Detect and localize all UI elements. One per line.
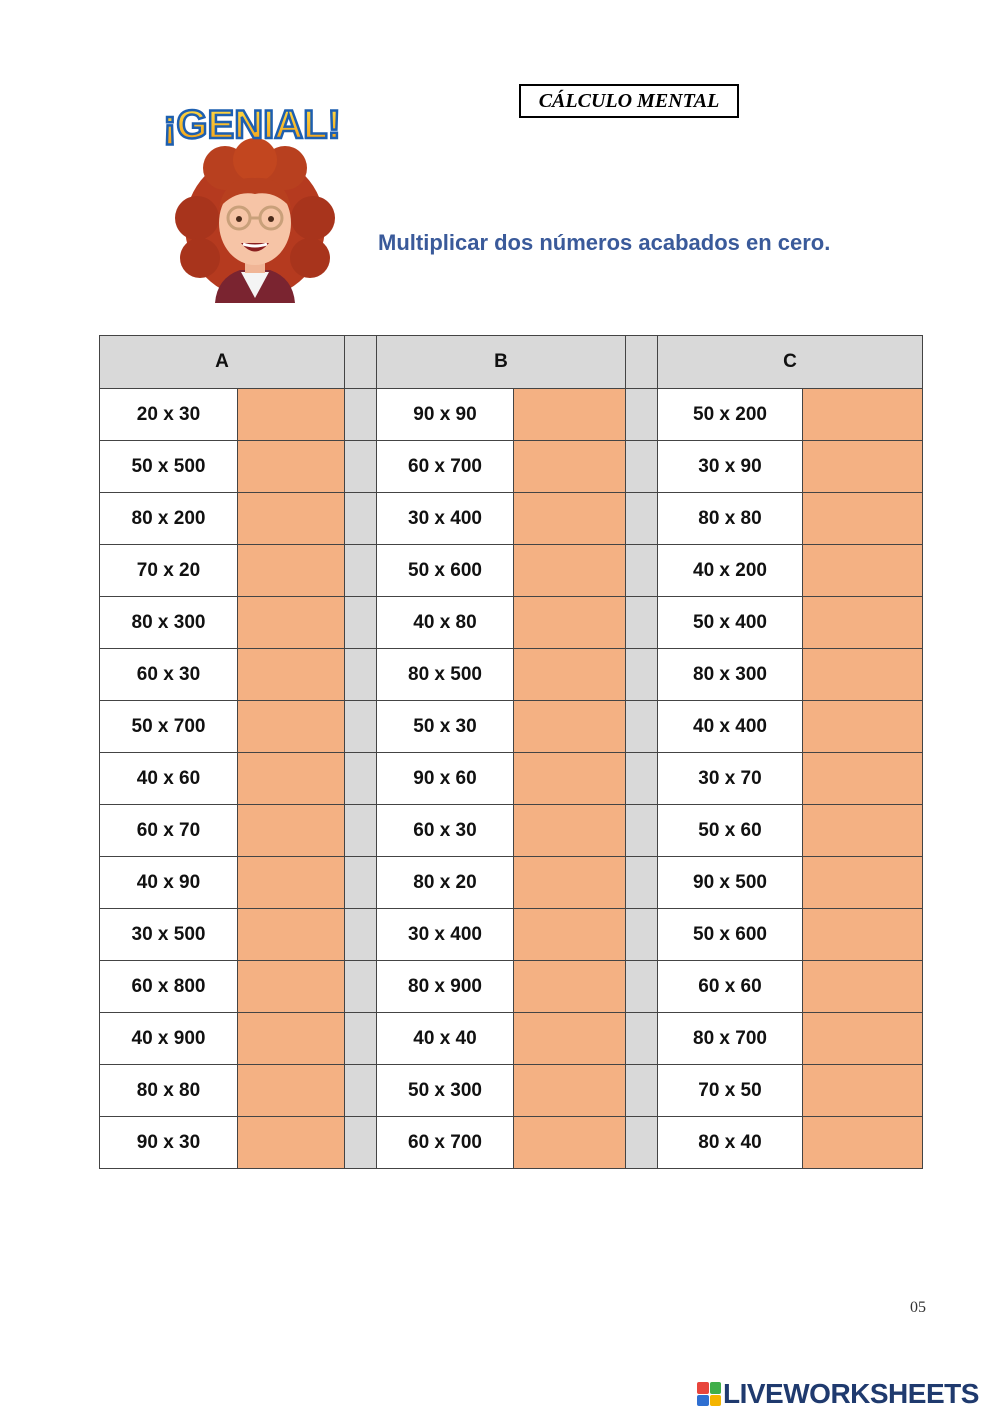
table-row — [100, 961, 923, 1013]
answer-field[interactable] — [803, 1117, 923, 1169]
exercise-table — [99, 335, 923, 1169]
problem-cell: 50 x 300 — [377, 1065, 514, 1117]
table-row — [100, 701, 923, 753]
answer-field[interactable] — [803, 701, 923, 753]
column-separator — [345, 493, 377, 545]
answer-field[interactable] — [514, 805, 626, 857]
column-separator — [345, 701, 377, 753]
table-row — [100, 909, 923, 961]
problem-cell: 90 x 60 — [377, 753, 514, 805]
answer-field[interactable] — [238, 649, 345, 701]
column-header-a: A — [100, 336, 345, 389]
problem-cell: 80 x 200 — [100, 493, 238, 545]
problem-cell: 50 x 200 — [658, 389, 803, 441]
answer-field[interactable] — [803, 389, 923, 441]
page-number: 05 — [910, 1299, 926, 1316]
problem-cell: 90 x 500 — [658, 857, 803, 909]
problem-cell: 80 x 20 — [377, 857, 514, 909]
column-separator — [626, 649, 658, 701]
genial-sticker — [155, 98, 350, 308]
answer-field[interactable] — [803, 597, 923, 649]
page-subtitle: Multiplicar dos números acabados en cero. — [378, 230, 831, 255]
table-row — [100, 649, 923, 701]
answer-field[interactable] — [514, 493, 626, 545]
problem-cell: 40 x 90 — [100, 857, 238, 909]
table-row — [100, 389, 923, 441]
problem-cell: 40 x 80 — [377, 597, 514, 649]
answer-field[interactable] — [803, 1065, 923, 1117]
answer-field[interactable] — [803, 909, 923, 961]
problem-cell: 50 x 500 — [100, 441, 238, 493]
column-separator — [345, 961, 377, 1013]
column-separator — [345, 389, 377, 441]
answer-field[interactable] — [238, 805, 345, 857]
answer-field[interactable] — [514, 1013, 626, 1065]
problem-cell: 50 x 600 — [377, 545, 514, 597]
problem-cell: 60 x 700 — [377, 441, 514, 493]
column-separator — [345, 805, 377, 857]
problem-cell: 60 x 30 — [377, 805, 514, 857]
problem-cell: 40 x 40 — [377, 1013, 514, 1065]
table-row — [100, 1013, 923, 1065]
problem-cell: 60 x 60 — [658, 961, 803, 1013]
table-row — [100, 545, 923, 597]
problem-cell: 90 x 90 — [377, 389, 514, 441]
problem-cell: 80 x 500 — [377, 649, 514, 701]
column-separator — [345, 441, 377, 493]
table-row — [100, 1065, 923, 1117]
answer-field[interactable] — [803, 493, 923, 545]
column-separator — [626, 961, 658, 1013]
answer-field[interactable] — [803, 805, 923, 857]
answer-field[interactable] — [803, 857, 923, 909]
problem-cell: 80 x 80 — [658, 493, 803, 545]
column-separator — [626, 389, 658, 441]
answer-field[interactable] — [514, 857, 626, 909]
column-separator — [345, 649, 377, 701]
column-separator — [626, 597, 658, 649]
answer-field[interactable] — [803, 753, 923, 805]
table-row — [100, 753, 923, 805]
answer-field[interactable] — [514, 701, 626, 753]
problem-cell: 80 x 40 — [658, 1117, 803, 1169]
avatar-illustration — [155, 98, 350, 308]
problem-cell: 80 x 80 — [100, 1065, 238, 1117]
answer-field[interactable] — [238, 961, 345, 1013]
column-separator — [626, 857, 658, 909]
problem-cell: 60 x 70 — [100, 805, 238, 857]
column-separator — [345, 336, 377, 389]
problem-cell: 80 x 300 — [100, 597, 238, 649]
column-header-c: C — [658, 336, 923, 389]
table-row — [100, 805, 923, 857]
problem-cell: 30 x 90 — [658, 441, 803, 493]
problem-cell: 80 x 900 — [377, 961, 514, 1013]
problem-cell: 50 x 60 — [658, 805, 803, 857]
column-separator — [345, 597, 377, 649]
problem-cell: 80 x 300 — [658, 649, 803, 701]
answer-field[interactable] — [803, 545, 923, 597]
problem-cell: 40 x 60 — [100, 753, 238, 805]
answer-field[interactable] — [238, 701, 345, 753]
problem-cell: 30 x 400 — [377, 909, 514, 961]
column-separator — [626, 545, 658, 597]
problem-cell: 50 x 400 — [658, 597, 803, 649]
answer-field[interactable] — [514, 753, 626, 805]
answer-field[interactable] — [238, 909, 345, 961]
answer-field[interactable] — [514, 909, 626, 961]
column-separator — [626, 1013, 658, 1065]
column-separator — [345, 857, 377, 909]
table-row — [100, 1117, 923, 1169]
column-separator — [345, 1013, 377, 1065]
problem-cell: 40 x 400 — [658, 701, 803, 753]
problem-cell: 60 x 30 — [100, 649, 238, 701]
table-row — [100, 441, 923, 493]
problem-cell: 70 x 20 — [100, 545, 238, 597]
answer-field[interactable] — [238, 441, 345, 493]
table-row — [100, 493, 923, 545]
column-separator — [345, 753, 377, 805]
sticker-text: ¡GENIAL! — [163, 103, 341, 147]
answer-field[interactable] — [803, 649, 923, 701]
answer-field[interactable] — [514, 1065, 626, 1117]
answer-field[interactable] — [514, 961, 626, 1013]
column-separator — [626, 1065, 658, 1117]
column-separator — [626, 753, 658, 805]
table-header-row — [100, 336, 923, 389]
problem-cell: 30 x 70 — [658, 753, 803, 805]
answer-field[interactable] — [514, 649, 626, 701]
answer-field[interactable] — [803, 961, 923, 1013]
table-row — [100, 597, 923, 649]
problem-cell: 60 x 800 — [100, 961, 238, 1013]
problem-cell: 30 x 400 — [377, 493, 514, 545]
answer-field[interactable] — [514, 441, 626, 493]
answer-field[interactable] — [803, 1013, 923, 1065]
table-row — [100, 857, 923, 909]
column-separator — [626, 805, 658, 857]
column-separator — [345, 909, 377, 961]
column-separator — [626, 1117, 658, 1169]
answer-field[interactable] — [514, 545, 626, 597]
answer-field[interactable] — [238, 1065, 345, 1117]
problem-cell: 70 x 50 — [658, 1065, 803, 1117]
table-body — [100, 389, 923, 1169]
column-separator — [345, 1065, 377, 1117]
page-title: CÁLCULO MENTAL — [519, 84, 739, 118]
column-separator — [626, 493, 658, 545]
column-separator — [345, 545, 377, 597]
column-separator — [626, 701, 658, 753]
liveworksheets-logo — [697, 1378, 979, 1410]
answer-field[interactable] — [514, 389, 626, 441]
answer-field[interactable] — [803, 441, 923, 493]
answer-field[interactable] — [238, 1117, 345, 1169]
problem-cell: 50 x 700 — [100, 701, 238, 753]
problem-cell: 30 x 500 — [100, 909, 238, 961]
problem-cell: 50 x 600 — [658, 909, 803, 961]
problem-cell: 40 x 200 — [658, 545, 803, 597]
answer-field[interactable] — [238, 389, 345, 441]
column-separator — [626, 441, 658, 493]
brand-text: LIVEWORKSHEETS — [723, 1378, 979, 1409]
column-separator — [345, 1117, 377, 1169]
problem-cell: 20 x 30 — [100, 389, 238, 441]
problem-cell: 90 x 30 — [100, 1117, 238, 1169]
answer-field[interactable] — [238, 545, 345, 597]
problem-cell: 50 x 30 — [377, 701, 514, 753]
column-separator — [626, 336, 658, 389]
brand-icon — [697, 1382, 721, 1406]
problem-cell: 80 x 700 — [658, 1013, 803, 1065]
answer-field[interactable] — [514, 1117, 626, 1169]
problem-cell: 60 x 700 — [377, 1117, 514, 1169]
answer-field[interactable] — [238, 857, 345, 909]
column-separator — [626, 909, 658, 961]
problem-cell: 40 x 900 — [100, 1013, 238, 1065]
answer-field[interactable] — [238, 753, 345, 805]
answer-field[interactable] — [514, 597, 626, 649]
answer-field[interactable] — [238, 597, 345, 649]
answer-field[interactable] — [238, 493, 345, 545]
answer-field[interactable] — [238, 1013, 345, 1065]
column-header-b: B — [377, 336, 626, 389]
